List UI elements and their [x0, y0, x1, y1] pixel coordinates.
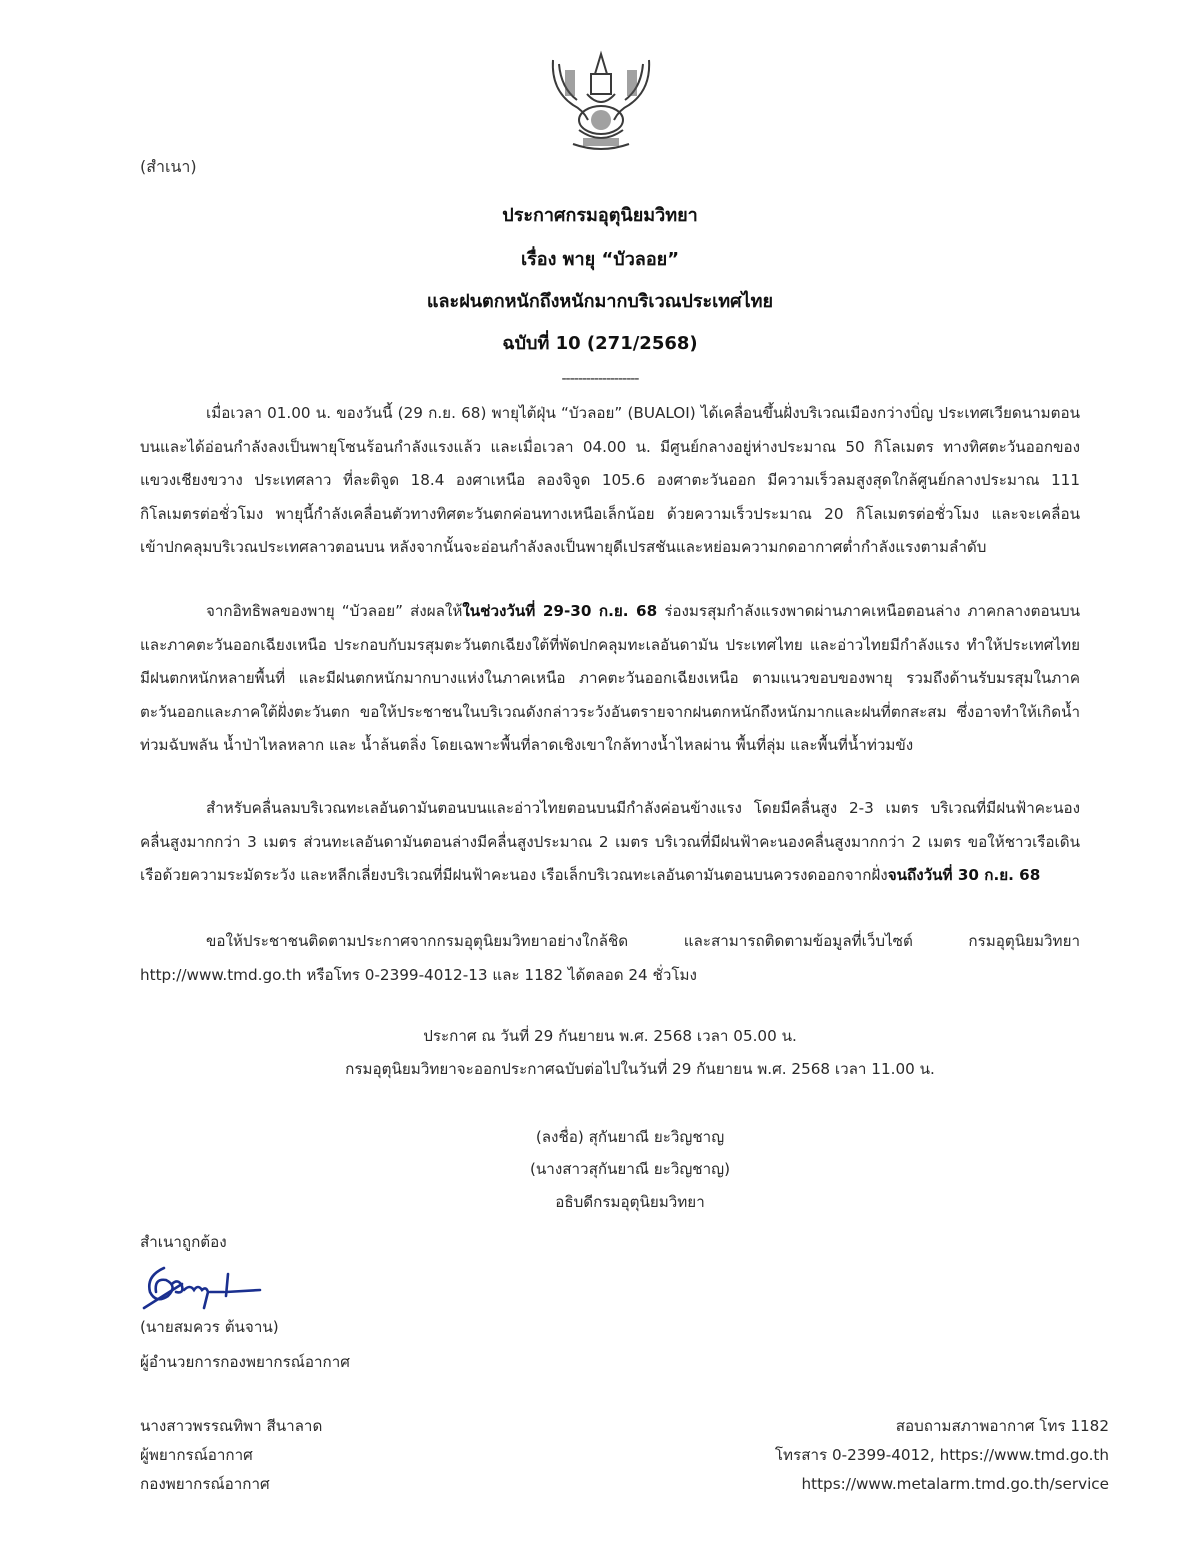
- title-divider: -------------------: [561, 371, 639, 387]
- signatory-name: (นางสาวสุกันยาณี ยะวิญชาญ): [530, 1160, 730, 1178]
- contact-info: [775, 1412, 1109, 1499]
- paragraph-text: จากอิทธิพลของพายุ “บัวลอย” ส่งผลให้: [206, 602, 463, 620]
- forecaster-division: กองพยากรณ์อากาศ: [140, 1475, 270, 1493]
- forecaster-name: นางสาวพรรณทิพา สีนาลาด: [140, 1417, 323, 1435]
- announcement-subtitle: และฝนตกหนักถึงหนักมากบริเวณประเทศไทย: [426, 291, 774, 312]
- paragraph-emphasis: จนถึงวันที่ 30 ก.ย. 68: [887, 866, 1041, 884]
- metalarm-link[interactable]: https://www.metalarm.tmd.go.th/service: [801, 1475, 1109, 1493]
- certifier-name: (นายสมควร ต้นจาน): [140, 1318, 279, 1336]
- weather-hotline: สอบถามสภาพอากาศ โทร 1182: [895, 1417, 1109, 1435]
- paragraph-text: ขอให้ประชาชนติดตามประกาศจากกรมอุตุนิยมวิทยาอย่างใกล้ชิด และสามารถติดตามข้อมูลที่เว็บไซต์ กรมอุตุนิยมวิทยา http://www.tmd.go.th หรือโทร 0-2399-4012-13 และ 1182 ได้ตลอด 24 ชั่วโมง: [140, 932, 1080, 984]
- forecaster-title: ผู้พยากรณ์อากาศ: [140, 1446, 253, 1464]
- signed-by: (ลงชื่อ) สุกันยาณี ยะวิญชาญ: [535, 1128, 725, 1146]
- announcement-number: ฉบับที่ 10 (271/2568): [502, 333, 698, 354]
- paragraph-contact: [140, 925, 1080, 992]
- paragraph-wave-warning: [140, 792, 1080, 893]
- copy-label: (สำเนา): [140, 157, 197, 176]
- announcement-title: ประกาศกรมอุตุนิยมวิทยา: [502, 205, 698, 226]
- announcement-subject: เรื่อง พายุ “บัวลอย”: [520, 249, 680, 270]
- signatory-position: อธิบดีกรมอุตุนิยมวิทยา: [555, 1193, 705, 1211]
- paragraph-emphasis: ในช่วงวันที่ 29-30 ก.ย. 68: [462, 602, 658, 620]
- paragraph-text: สำหรับคลื่นลมบริเวณทะเลอันดามันตอนบนและอ่าวไทยตอนบนมีกำลังค่อนข้างแรง โดยมีคลื่นสูง 2-3 เมตร บริเวณที่มีฝนฟ้าคะนองคลื่นสูงมากกว่า 3 เมตร ส่วนทะเลอันดามันตอนล่างมีคลื่นสูงประมาณ 2 เมตร บริเวณที่มีฝนฟ้าคะนองคลื่นสูงมากกว่า 2 เมตร ขอให้ชาวเรือเดินเรือด้วยความระมัดระวัง และหลีกเลี่ยงบริเวณที่มีฝนฟ้าคะนอง เรือเล็กบริเวณทะเลอันดามันตอนบนควรงดออกจากฝั่ง: [140, 799, 1080, 884]
- garuda-emblem-icon: [543, 50, 659, 156]
- certifier-position: ผู้อำนวยการกองพยากรณ์อากาศ: [140, 1353, 350, 1371]
- paragraph-text: เมื่อเวลา 01.00 น. ของวันนี้ (29 ก.ย. 68) พายุไต้ฝุ่น “บัวลอย” (BUALOI) ได้เคลื่อนขึ้นฝั่งบริเวณเมืองกว่างบิ่ญ ประเทศเวียดนามตอนบนและได้อ่อนกำลังลงเป็นพายุโซนร้อนกำลังแรงแล้ว และเมื่อเวลา 04.00 น. มีศูนย์กลางอยู่ห่างประมาณ 50 กิโลเมตร ทางทิศตะวันออกของแขวงเชียงขวาง ประเทศลาว ที่ละติจูด 18.4 องศาเหนือ ลองจิจูด 105.6 องศาตะวันออก มีความเร็วลมสูงสุดใกล้ศูนย์กลางประมาณ 111 กิโลเมตรต่อชั่วโมง พายุนี้กำลังเคลื่อนตัวทางทิศตะวันตกค่อนทางเหนือเล็กน้อย ด้วยความเร็วประมาณ 20 กิโลเมตรต่อชั่วโมง และจะเคลื่อนเข้าปกคลุมบริเวณประเทศลาวตอนบน หลังจากนั้นจะอ่อนกำลังลงเป็นพายุดีเปรสชันและหย่อมความกดอากาศต่ำกำลังแรงตามลำดับ: [140, 404, 1080, 556]
- paragraph-rain-warning: [140, 595, 1080, 763]
- next-issue-note: กรมอุตุนิยมวิทยาจะออกประกาศฉบับต่อไปในวันที่ 29 กันยายน พ.ศ. 2568 เวลา 11.00 น.: [345, 1060, 935, 1078]
- handwritten-signature-icon: [142, 1262, 262, 1312]
- paragraph-text: ร่องมรสุมกำลังแรงพาดผ่านภาคเหนือตอนล่าง ภาคกลางตอนบน และภาคตะวันออกเฉียงเหนือ ประกอบกับมรสุมตะวันตกเฉียงใต้ที่พัดปกคลุมทะเลอันดามัน ประเทศไทย และอ่าวไทยมีกำลังแรง ทำให้ประเทศไทยมีฝนตกหนักหลายพื้นที่ และมีฝนตกหนักมากบางแห่งในภาคเหนือ ภาคตะวันออกเฉียงเหนือ ตามแนวขอบของพายุ รวมถึงด้านรับมรสุมในภาคตะวันออกและภาคใต้ฝั่งตะวันตก ขอให้ประชาชนในบริเวณดังกล่าวระวังอันตรายจากฝนตกหนักถึงหนักมากและฝนที่ตกสะสม ซึ่งอาจทำให้เกิดน้ำท่วมฉับพลัน น้ำป่าไหลหลาก และ น้ำล้นตลิ่ง โดยเฉพาะพื้นที่ลาดเชิงเขาใกล้ทางน้ำไหลผ่าน พื้นที่ลุ่ม และพื้นที่น้ำท่วมขัง: [140, 602, 1080, 754]
- fax-website: โทรสาร 0-2399-4012, https://www.tmd.go.th: [774, 1446, 1109, 1464]
- paragraph-storm-position: [140, 397, 1080, 565]
- forecaster-info: [140, 1412, 322, 1499]
- certified-copy-label: สำเนาถูกต้อง: [140, 1233, 227, 1251]
- issued-date: ประกาศ ณ วันที่ 29 กันยายน พ.ศ. 2568 เวลา 05.00 น.: [423, 1027, 797, 1045]
